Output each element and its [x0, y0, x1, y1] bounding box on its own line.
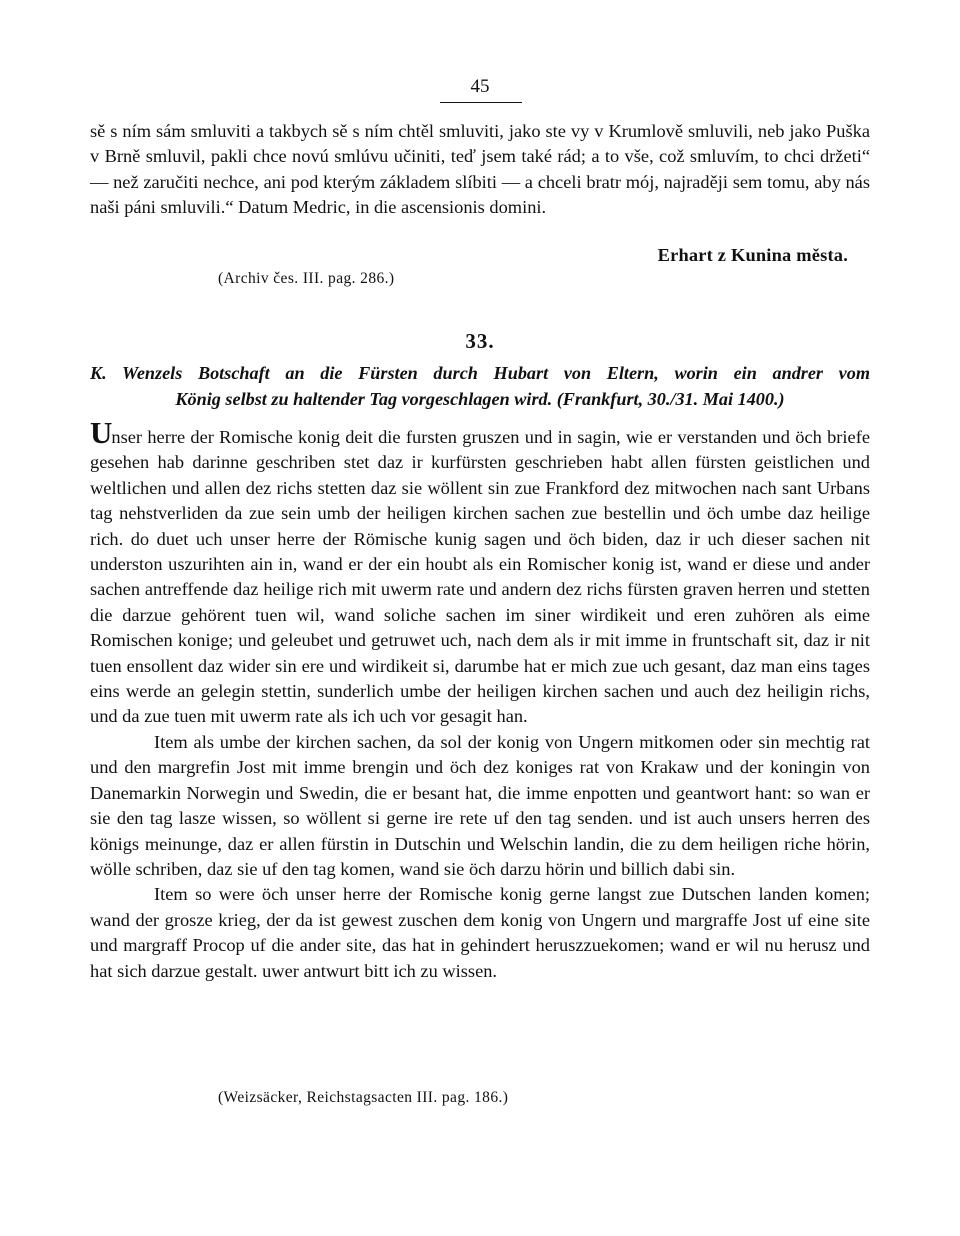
document-heading: [90, 360, 870, 412]
body-paragraph-2: Item als umbe der kirchen sachen, da sol der konig von Ungern mitkomen oder sin mechtig rat und den margrefin Jost mit imme brengin und öch dez koniges rat von Krakaw und der koningin von Danemarkin Norwegin und Swedin, die er besant hat, die imme enpotten und geantwort hant: so wan er sie den tag lasze wissen, so wöllent si gerne ire rete uf den tag senden. und ist auch unsers herren des königs meinunge, daz er allen fürstin in Dutschin und Welschin landin, die zu dem heiligen riche hörin, wölle schriben, daz sie uf den tag komen, wand sie öch darzu hörin und billich dabi sin.: [90, 731, 870, 879]
document-body: [90, 415, 870, 984]
body-paragraph-1-text: nser herre der Romische konig deit die fursten gruszen und in sagin, wie er verstanden und öch briefe gesehen hab darinne geschriben stet daz ir kurfürsten geschrieben habt allen fürsten geistlichen und weltlichen und allen dez richs stetten daz sie wöllent sin zue Frankford dez mitwochen nach sant Urbans tag nehstverliden da zue sein umb der heiligen kirchen sachen zue bestellin und öch umbe daz heilige rich. do duet uch unser herre der Römische kunig sagen und öch biden, daz ir uch dieser sachen nit underston uszurihten ain in, wand er der ein houbt als ein Romischer konig ist, wand er diese und ander sachen antreffende daz heilige rich mit uwerm rate und andern dez richs fürsten graven herren und stetten die darzue gehörent tuen wil, wand soliche sachen im siner wirdikeit und eren zuhören als eime Romischen konige; und geleubet und getruwet uch, nach dem als ir mit imme in fruntschaft sit, daz ir nit tuen ensollent daz wider sin ere und wirdikeit si, darumbe hat er mich zue uch gesant, daz man eins tages eins werde an gelegin stettin, sunderlich umbe der heiligen kirchen sachen und auch dez heiligin richs, und da zue tuen mit uwerm rate als ich uch vor gesagit han.: [90, 427, 870, 727]
body-paragraph-1: [90, 415, 870, 730]
previous-document-paragraph: sě s ním sám smluviti a takbych sě s ním chtěl smluviti, jako ste vy v Krumlově smluvili, neb jako Puška v Brně smluvil, pakli chce novú smlúvu učiniti, teď jsem také rád; a to vše, což smluvím, to chci držeti“ — než zaručiti nechce, ani pod kterým základem slíbiti — a chceli bratr mój, najraději sem tomu, aby nás naši páni smluvili.“ Datum Medric, in die ascensionis domini.: [90, 121, 870, 218]
previous-document-text: [90, 119, 870, 221]
document-heading-line-1: K. Wenzels Botschaft an die Fürsten durch Hubart von Eltern, worin ein andrer vom: [90, 363, 870, 383]
page-number-rule: [440, 102, 522, 103]
signature: Erhart z Kunina města.: [657, 245, 848, 265]
page-number: 45: [470, 76, 490, 97]
body-paragraph-3: Item so were öch unser herre der Romische konig gerne langst zue Dutschen landen komen; wand der grosze krieg, der da ist gewest zuschen dem konig von Ungern und margraffe Jost uf eine site und margraff Procop uf die ander site, das hat in gehindert heruszzuekomen; wand er wil nu herusz und hat sich darzue gestalt. uwer antwurt bitt ich zu wissen.: [90, 884, 870, 981]
document-heading-line-2: König selbst zu haltender Tag vorgeschlagen wird. (Frankfurt, 30./31. Mai 1400.): [175, 389, 785, 409]
document-number: 33.: [465, 329, 495, 353]
drop-initial: U: [90, 415, 112, 450]
source-citation-previous: (Archiv čes. III. pag. 286.): [218, 270, 395, 287]
source-citation-document: (Weizsäcker, Reichstagsacten III. pag. 186.): [218, 1089, 509, 1106]
